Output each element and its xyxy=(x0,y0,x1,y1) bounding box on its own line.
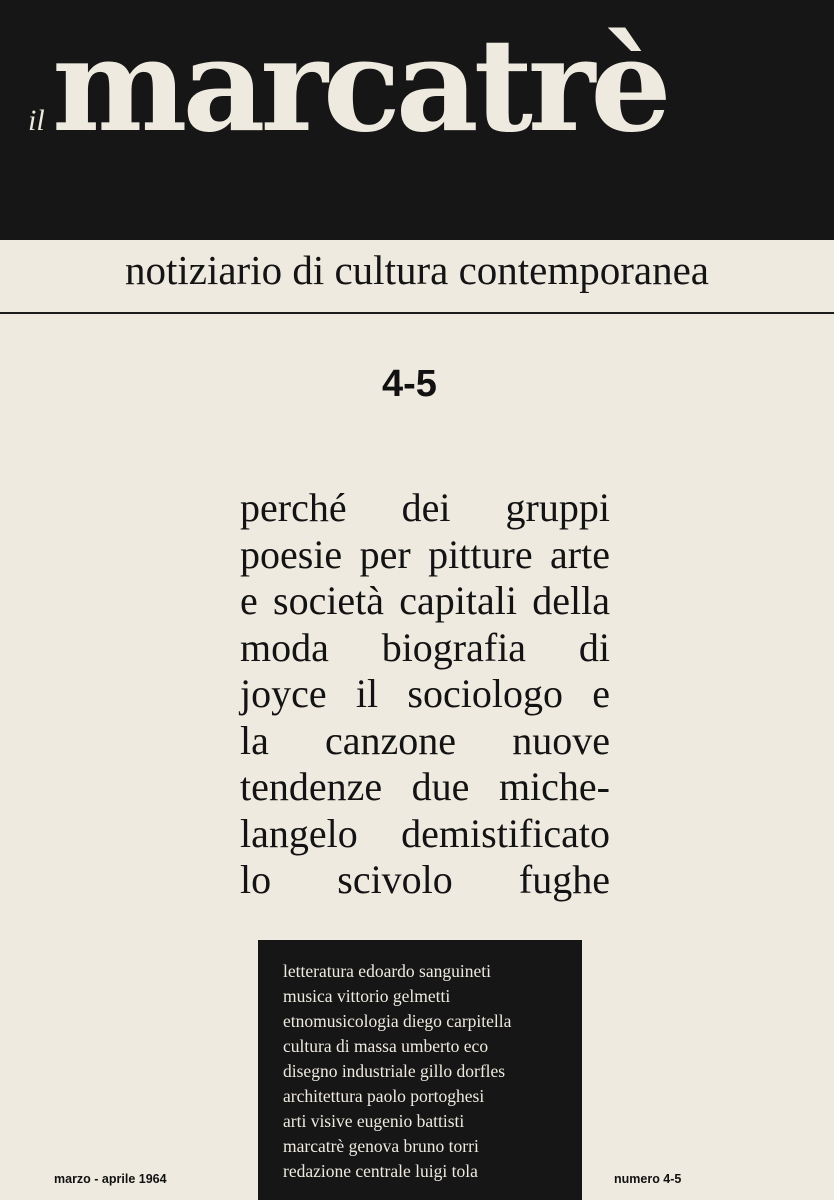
credit-line: architettura paolo portoghesi xyxy=(283,1086,485,1106)
masthead-band xyxy=(0,0,834,240)
contents-line: langelo demistificato xyxy=(240,810,610,856)
credits-box xyxy=(258,940,582,1200)
credit-line: cultura di massa umberto eco xyxy=(283,1036,489,1056)
magazine-subtitle: notiziario di cultura contemporanea xyxy=(124,247,709,293)
contents-line: tendenze due miche- xyxy=(240,764,610,809)
contents-line: perché dei gruppi xyxy=(240,485,610,530)
credit-line: redazione centrale luigi tola xyxy=(283,1161,478,1181)
contents-line: poesie per pitture arte xyxy=(240,531,610,577)
contents-line: la canzone nuove xyxy=(240,717,610,763)
credit-line: musica vittorio gelmetti xyxy=(283,986,451,1006)
credit-line: disegno industriale gillo dorfles xyxy=(283,1061,506,1081)
contents-line: e società capitali della xyxy=(240,578,610,623)
contents-line: lo scivolo fughe xyxy=(240,857,610,902)
contents-line: moda biografia di xyxy=(240,624,610,670)
credit-line: etnomusicologia diego carpitella xyxy=(283,1011,512,1031)
credit-line: marcatrè genova bruno torri xyxy=(283,1136,479,1156)
footer-issue-number: numero 4-5 xyxy=(614,1172,682,1186)
issue-date: marzo - aprile 1964 xyxy=(54,1172,167,1186)
horizontal-rule xyxy=(0,312,834,314)
contents-line: joyce il sociologo e xyxy=(240,671,610,716)
masthead-title: marcatrè xyxy=(52,11,667,161)
credit-line: letteratura edoardo sanguineti xyxy=(283,961,491,981)
issue-number: 4-5 xyxy=(382,363,437,405)
masthead-prefix: il xyxy=(28,104,45,137)
credit-line: arti visive eugenio battisti xyxy=(283,1111,465,1131)
contents-list xyxy=(240,485,610,904)
